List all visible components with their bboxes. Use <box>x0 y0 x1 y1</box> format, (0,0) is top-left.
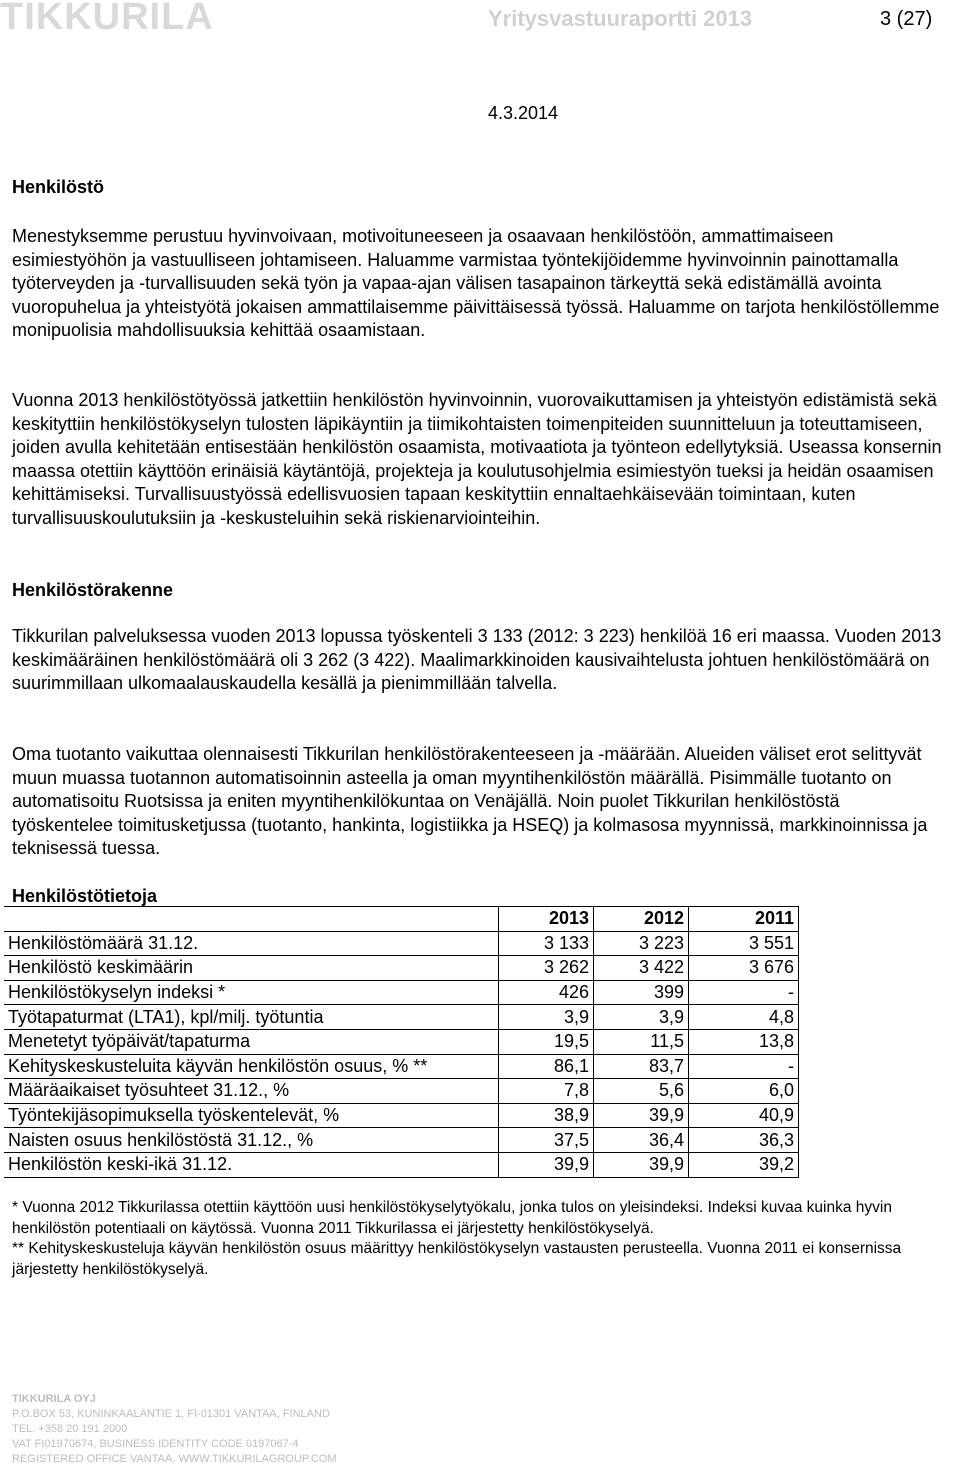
logo: TIKKURILA <box>0 0 214 38</box>
row-label: Henkilöstö keskimäärin <box>4 956 499 981</box>
report-title: Yritysvastuuraportti 2013 <box>488 6 753 31</box>
year-2011: 2011 <box>689 907 799 932</box>
table-row <box>4 1152 799 1177</box>
row-value-2012: 3 422 <box>594 956 689 981</box>
row-label: Henkilöstön keski-ikä 31.12. <box>4 1152 499 1177</box>
row-label: Määräaikaiset työsuhteet 31.12., % <box>4 1079 499 1104</box>
page-footer <box>12 1392 337 1467</box>
row-value-2011: 36,3 <box>689 1128 799 1153</box>
row-value-2013: 38,9 <box>499 1103 594 1128</box>
row-value-2011: - <box>689 1054 799 1079</box>
footnote-2: ** Kehityskeskusteluja käyvän henkilöstön osuus määrittyy henkilöstökyselyn vastausten perusteella. Vuonna 2011 ei konsernissa järjestetty henkilöstökyselyä. <box>12 1240 902 1278</box>
row-value-2013: 3,9 <box>499 1005 594 1030</box>
row-value-2011: 13,8 <box>689 1029 799 1054</box>
table-row <box>4 931 799 956</box>
row-value-2012: 39,9 <box>594 1152 689 1177</box>
paragraph-rakenne-1: Tikkurilan palveluksessa vuoden 2013 lopussa työskenteli 3 133 (2012: 3 223) henkilöä 16 eri maassa. Vuoden 2013 keskimääräinen henkilöstömäärä oli 3 262 (3 422). Maalimarkkinoiden kausivaihtelusta johtuen henkilöstömäärä on suurimmillaan ulkomaalauskaudella kesällä ja pienimmillään talvella. <box>12 626 942 693</box>
row-value-2011: 39,2 <box>689 1152 799 1177</box>
row-value-2012: 83,7 <box>594 1054 689 1079</box>
footer-tel: TEL. +358 20 191 2000 <box>12 1423 128 1435</box>
heading-henkilostotietoja: Henkilöstötietoja <box>12 886 158 906</box>
table-header-empty <box>4 907 499 932</box>
row-value-2011: 4,8 <box>689 1005 799 1030</box>
row-label: Työtapaturmat (LTA1), kpl/milj. työtuntia <box>4 1005 499 1030</box>
row-value-2013: 426 <box>499 980 594 1005</box>
row-value-2012: 39,9 <box>594 1103 689 1128</box>
paragraph-henkilosto-1: Menestyksemme perustuu hyvinvoivaan, motivoituneeseen ja osaavaan henkilöstöön, ammattimaiseen esimiestyöhön ja vastuulliseen johtamiseen. Haluamme varmistaa työntekijöidemme hyvinvoinnin painottamalla työterveyden ja -turvallisuuden sekä työn ja vapaa-ajan välisen tasapainon tärkeyttä sekä edistämällä avointa vuoropuhelua ja yhteistyötä jokaisen ammattilaisemme päivittäisessä työssä. Haluamme on tarjota henkilöstöllemme monipuolisia mahdollisuuksia kehittää osaamistaan. <box>12 226 940 340</box>
table-header-row <box>4 907 799 932</box>
row-value-2012: 399 <box>594 980 689 1005</box>
row-value-2012: 5,6 <box>594 1079 689 1104</box>
row-value-2011: 3 676 <box>689 956 799 981</box>
table-row <box>4 1128 799 1153</box>
year-2012: 2012 <box>594 907 689 932</box>
heading-henkilosto: Henkilöstö <box>12 177 105 197</box>
row-label: Naisten osuus henkilöstöstä 31.12., % <box>4 1128 499 1153</box>
table-row <box>4 1103 799 1128</box>
row-label: Henkilöstökyselyn indeksi * <box>4 980 499 1005</box>
table-row <box>4 1079 799 1104</box>
row-label: Henkilöstömäärä 31.12. <box>4 931 499 956</box>
row-value-2011: 3 551 <box>689 931 799 956</box>
row-value-2011: 6,0 <box>689 1079 799 1104</box>
row-value-2012: 3,9 <box>594 1005 689 1030</box>
row-value-2011: 40,9 <box>689 1103 799 1128</box>
footnote-1: * Vuonna 2012 Tikkurilassa otettiin käyttöön uusi henkilöstökyselytyökalu, jonka tulos on yleisindeksi. Indeksi kuvaa kuinka hyvin henkilöstön potentiaali on käytössä. Vuonna 2011 Tikkurilassa ei järjestetty henkilöstökyselyä. <box>12 1199 892 1237</box>
row-value-2013: 86,1 <box>499 1054 594 1079</box>
table-row <box>4 1029 799 1054</box>
table-row <box>4 1054 799 1079</box>
personnel-table <box>4 906 799 1178</box>
row-label: Menetetyt työpäivät/tapaturma <box>4 1029 499 1054</box>
row-label: Työntekijäsopimuksella työskentelevät, % <box>4 1103 499 1128</box>
footer-company: TIKKURILA OYJ <box>12 1393 96 1405</box>
table-row <box>4 1005 799 1030</box>
paragraph-henkilosto-2: Vuonna 2013 henkilöstötyössä jatkettiin henkilöstön hyvinvoinnin, vuorovaikuttamisen ja yhteistyön edistämistä sekä keskityttiin henkilöstökyselyn tulosten läpikäyntiin ja tiimikohtaisten toimenpiteiden suunnitteluun ja toteuttamiseen, joiden avulla kehitetään entisestään henkilöstön osaamista, motivaatiota ja työnteon edellytyksiä. Useassa konsernin maassa otettiin käyttöön erinäisiä käytäntöjä, projekteja ja koulutusohjelmia esimiestyön tueksi ja heidän osaamisen kehittämiseksi. Turvallisuustyössä edellisvuosien tapaan keskityttiin ennaltaehkäisevään toimintaan, kuten turvallisuuskoulutuksiin ja -keskusteluihin sekä riskienarviointeihin. <box>12 390 942 528</box>
year-2013: 2013 <box>499 907 594 932</box>
paragraph-rakenne-2: Oma tuotanto vaikuttaa olennaisesti Tikkurilan henkilöstörakenteeseen ja -määrään. Alueiden väliset erot selittyvät muun muassa tuotannon automatisoinnin asteella ja oman myyntihenkilöstön määrällä. Pisimmälle tuotanto on automatisoitu Ruotsissa ja eniten myyntihenkilökuntaa on Venäjällä. Noin puolet Tikkurilan henkilöstöstä työskentelee toimitusketjussa (tuotanto, hankinta, logistiikka ja HSEQ) ja kolmasosa myynnissä, markkinoinnissa ja teknisessä tuessa. <box>12 744 928 858</box>
row-value-2013: 3 133 <box>499 931 594 956</box>
page-number: 3 (27) <box>880 8 933 30</box>
row-value-2012: 11,5 <box>594 1029 689 1054</box>
row-value-2013: 3 262 <box>499 956 594 981</box>
table-notes <box>12 1198 932 1280</box>
footer-address: P.O.BOX 53, KUNINKAALANTIE 1, FI-01301 VANTAA, FINLAND <box>12 1408 330 1420</box>
report-date: 4.3.2014 <box>488 103 559 123</box>
row-value-2013: 39,9 <box>499 1152 594 1177</box>
row-label: Kehityskeskusteluita käyvän henkilöstön osuus, % ** <box>4 1054 499 1079</box>
row-value-2012: 36,4 <box>594 1128 689 1153</box>
footer-office: REGISTERED OFFICE VANTAA, WWW.TIKKURILAGROUP.COM <box>12 1453 337 1465</box>
row-value-2011: - <box>689 980 799 1005</box>
row-value-2013: 19,5 <box>499 1029 594 1054</box>
row-value-2013: 7,8 <box>499 1079 594 1104</box>
footer-vat: VAT FI01970674, BUSINESS IDENTITY CODE 0197067-4 <box>12 1438 299 1450</box>
heading-henkilostorakenne: Henkilöstörakenne <box>12 580 174 600</box>
row-value-2013: 37,5 <box>499 1128 594 1153</box>
row-value-2012: 3 223 <box>594 931 689 956</box>
table-row <box>4 980 799 1005</box>
table-row <box>4 956 799 981</box>
